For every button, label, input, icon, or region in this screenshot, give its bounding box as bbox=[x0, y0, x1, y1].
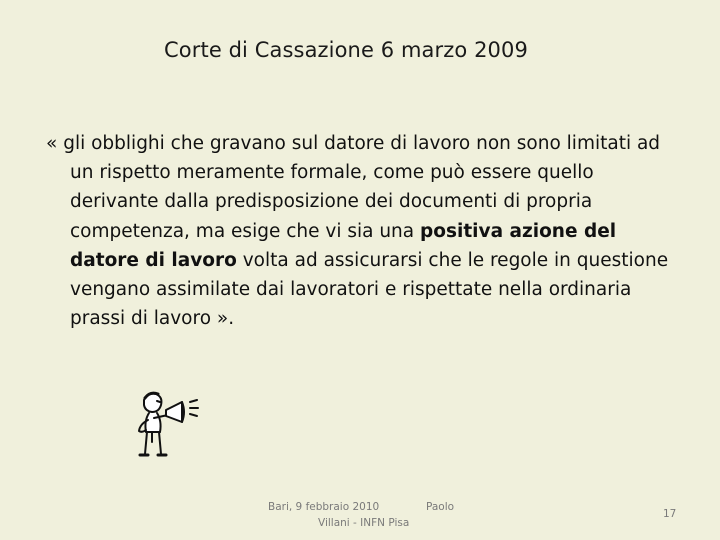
quote-text-part2: volta ad assicurarsi che le regole in questione vengano assimilate dai lavoratori e rispettate nella ordinaria prassi di lavoro ». bbox=[70, 249, 669, 330]
footer-author: Paolo bbox=[426, 501, 455, 513]
page-number: 17 bbox=[663, 508, 677, 520]
quote-text bbox=[46, 129, 674, 333]
slide-title: Corte di Cassazione 6 marzo 2009 bbox=[164, 38, 528, 62]
footer-organization: Villani - INFN Pisa bbox=[318, 517, 410, 529]
footer-date: Bari, 9 febbraio 2010 bbox=[268, 501, 380, 513]
megaphone-man-icon bbox=[130, 388, 214, 462]
quote-text-part1: « gli obblighi che gravano sul datore di lavoro non sono limitati ad un rispetto meramente formale, come può essere quello derivante dalla predisposizione dei documenti di propria competenza, ma esige che vi sia una bbox=[46, 133, 661, 242]
quote-text-bold: positiva azione del datore di lavoro bbox=[70, 220, 617, 271]
